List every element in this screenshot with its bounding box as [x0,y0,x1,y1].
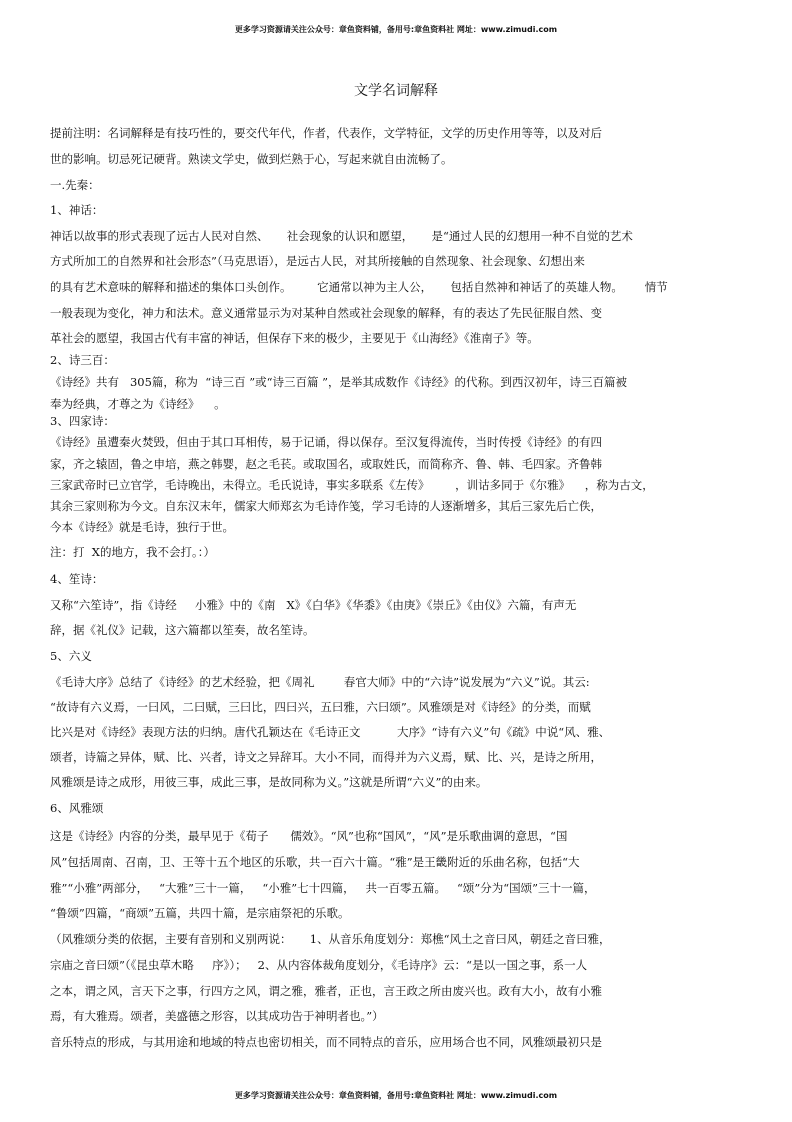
text-line: （风雅颂分类的依据，主要有音别和义别两说： 1、从音乐角度划分：郑樵“风土之音曰风，朝廷之音曰雅， [50,932,611,946]
text-line: 一般表现为变化，神力和法术。意义通常显示为对某种自然或社会现象的解释，有的表达了先民征服自然、变 [50,306,602,320]
document-title: 文学名词解释 [354,83,438,99]
text-line: 2、诗三百： [50,353,115,367]
text-line: 辞，据《礼仪》记载，这六篇都以笙奏，故名笙诗。 [50,623,315,637]
text-line: 风”包括周南、召南，卫、王等十五个地区的乐歌，共一百六十篇。“雅”是王畿附近的乐曲名称，包括“大 [50,855,580,869]
text-line: 三家武帝时已立官学，毛诗晚出，未得立。毛氏说诗，事实多联系《左传》 ，训诂多同于《尔雅》 ，称为古文， [50,478,654,492]
page-footer: 更多学习资源请关注公众号：章鱼资料铺，备用号:章鱼资料社 网址：www.zimudi.com [234,1091,558,1100]
text-line: 比兴是对《诗经》表现方法的归纳。唐代孔颖达在《毛诗正文 大序》“诗有六义”句《疏》中说“风、雅、 [50,725,611,739]
text-line: 6、风雅颂 [50,801,104,815]
text-line: 《诗经》共有 305篇，称为 “诗三百 ”或“诗三百篇 ”，是举其成数作《诗经》的代称。到西汉初年，诗三百篇被 [50,375,628,389]
text-line: 神话以故事的形式表现了远古人民对自然、 社会现象的认识和愿望， 是“通过人民的幻想用一种不自觉的艺术 [50,229,633,243]
text-line: 3、四家诗： [50,414,115,428]
text-line: 注：打 X的地方，我不会打。：） [50,545,215,559]
text-line: 4、笙诗： [50,572,104,586]
text-line: 5、六义 [50,649,92,663]
text-line: 《毛诗大序》总结了《诗经》的艺术经验，把《周礼 春官大师》中的“六诗”说发展为“六义”说。其云: [50,675,590,689]
text-line: 革社会的愿望，我国古代有丰富的神话，但保存下来的极少，主要见于《山海经》《淮南子》等。 [50,331,539,345]
text-line: 之本，谓之风，言天下之事，行四方之风，谓之雅，雅者，正也，言王政之所由废兴也。政有大小，故有小雅 [50,984,602,998]
text-line: “故诗有六义焉，一曰风，二曰赋，三曰比，四曰兴，五曰雅，六曰颂”。风雅颂是对《诗经》的分类，而赋 [50,700,591,714]
text-line: “鲁颂”四篇，“商颂”五篇，共四十篇，是宗庙祭祀的乐歌。 [50,906,350,920]
text-line: 宗庙之音曰颂”（《昆虫草木略 序》）； 2、从内容体裁角度划分，《毛诗序》云：“是以一国之事，系一人 [50,958,588,972]
text-line: 颂者，诗篇之异体，赋、比、兴者，诗文之异辞耳。大小不同，而得并为六义焉，赋、比、兴，是诗之所用， [50,750,602,764]
text-line: 的具有艺术意味的解释和描述的集体口头创作。 它通常以神为主人公， 包括自然神和神话了的英雄人物。 情节 [50,280,668,294]
text-line: 奉为经典，才尊之为《诗经》 。 [50,397,226,411]
text-line: 又称“六笙诗”，指《诗经 小雅》中的《南 X》《白华》《华黍》《由庚》《崇丘》《由仪》六篇，有声无 [50,598,577,612]
text-line: 今本《诗经》就是毛诗，独行于世。 [50,520,234,534]
text-line: 世的影响。切忌死记硬背。熟读文学史，做到烂熟于心，写起来就自由流畅了。 [50,152,453,166]
text-line: 一.先秦： [50,178,100,192]
text-line: 雅”“小雅”两部分， “大雅”三十一篇， “小雅”七十四篇， 共一百零五篇。 “颂”分为“国颂”三十一篇， [50,881,596,895]
text-line: 1、神话： [50,203,104,217]
text-line: 风雅颂是诗之成形，用彼三事，成此三事，是故同称为义。”这就是所谓“六义”的由来。 [50,775,488,789]
text-line: 提前注明：名词解释是有技巧性的，要交代年代，作者，代表作，文学特征，文学的历史作用等等，以及对后 [50,126,602,140]
text-line: 其余三家则称为今文。自东汉末年，儒家大师郑玄为毛诗作笺，学习毛诗的人逐渐增多，其后三家先后亡佚， [50,499,602,513]
page-header: 更多学习资源请关注公众号：章鱼资料铺，备用号:章鱼资料社 网址：www.zimudi.com [234,25,558,34]
text-line: 焉，有大雅焉。颂者，美盛德之形容，以其成功告于神明者也。”） [50,1009,384,1023]
text-line: 家，齐之辕固，鲁之申培，燕之韩婴，赵之毛苌。或取国名，或取姓氏，而简称齐、鲁、韩、毛四家。齐鲁韩 [50,457,602,471]
text-line: 《诗经》虽遭秦火焚毁，但由于其口耳相传，易于记诵，得以保存。至汉复得流传，当时传授《诗经》的有四 [50,435,602,449]
text-line: 方式所加工的自然界和社会形态”（马克思语），是远古人民，对其所接触的自然现象、社会现象、幻想出来 [50,254,585,268]
text-line: 这是《诗经》内容的分类，最早见于《荀子 儒效》。“风”也称“国风”，“风”是乐歌曲调的意思，“国 [50,829,568,843]
text-line: 音乐特点的形成，与其用途和地域的特点也密切相关，而不同特点的音乐，应用场合也不同，风雅颂最初只是 [50,1035,602,1049]
